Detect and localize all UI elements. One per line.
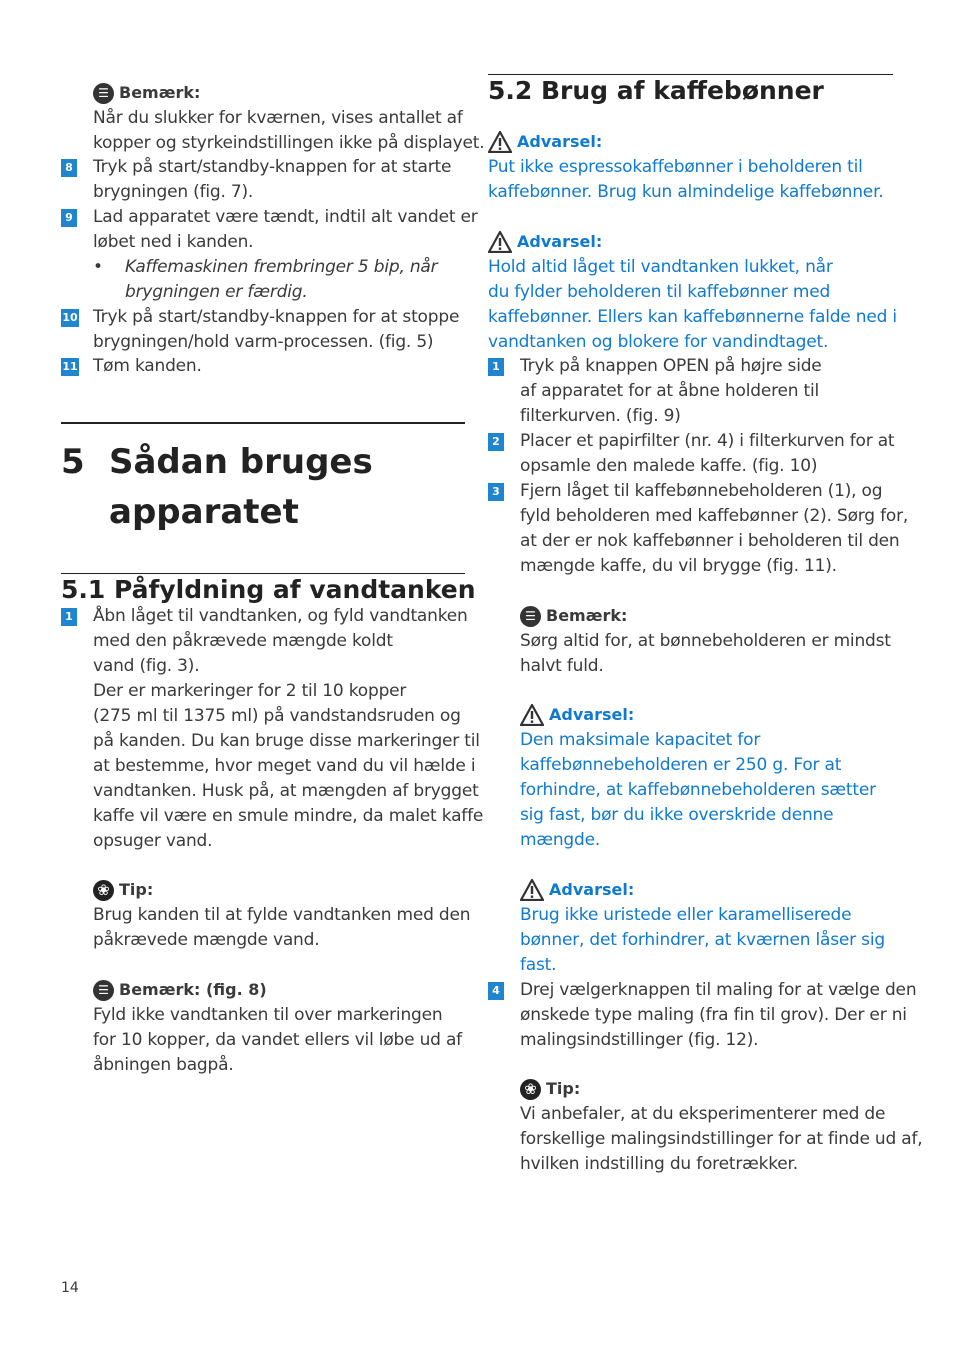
warning-text: Brug ikke uristede eller karamelliserede bbox=[520, 905, 852, 925]
step-text: opsuger vand. bbox=[93, 831, 213, 851]
note-label: ☰ Bemærk: bbox=[520, 604, 627, 628]
step-text: at bestemme, hvor meget vand du vil hælde i bbox=[93, 756, 476, 776]
step-number-badge: 4 bbox=[488, 982, 504, 1000]
step-text: Tryk på knappen OPEN på højre side bbox=[520, 356, 822, 376]
page-number: 14 bbox=[61, 1280, 79, 1296]
note-icon: ☰ bbox=[93, 980, 114, 1001]
step-text: Tryk på start/standby-knappen for at stoppe bbox=[93, 307, 460, 327]
step-number-badge: 9 bbox=[61, 209, 77, 227]
warning-text: Den maksimale kapacitet for bbox=[520, 730, 761, 750]
tip-label: ❀ Tip: bbox=[93, 878, 153, 902]
warning-text: du fylder beholderen til kaffebønner med bbox=[488, 282, 831, 302]
warning-text: vandtanken og blokere for vandindtaget. bbox=[488, 332, 829, 352]
warning-text: kaffebønner. Ellers kan kaffebønnerne falde ned i bbox=[488, 307, 897, 327]
warning-icon bbox=[488, 231, 512, 253]
note-text: kopper og styrkeindstillingen ikke på displayet. bbox=[93, 133, 485, 153]
step-text: ønskede type maling (fra fin til grov). Der er ni bbox=[520, 1005, 907, 1025]
step-text: kaffe vil være en smule mindre, da malet kaffe bbox=[93, 806, 484, 826]
note-label: ☰ Bemærk: bbox=[93, 81, 200, 105]
step-text: fyld beholderen med kaffebønner (2). Sørg for, bbox=[520, 506, 909, 526]
step-text: løbet ned i kanden. bbox=[93, 232, 254, 252]
section-title: 5.2 Brug af kaffebønner bbox=[488, 76, 824, 105]
step-text: Tøm kanden. bbox=[93, 356, 202, 376]
tip-label: ❀ Tip: bbox=[520, 1077, 580, 1101]
tip-icon: ❀ bbox=[520, 1079, 541, 1100]
warning-text: kaffebønnebeholderen er 250 g. For at bbox=[520, 755, 842, 775]
chapter-rule bbox=[61, 422, 465, 424]
step-text: Fjern låget til kaffebønnebeholderen (1), og bbox=[520, 481, 883, 501]
tip-text: hvilken indstilling du foretrækker. bbox=[520, 1154, 798, 1174]
step-text: malingsindstillinger (fig. 12). bbox=[520, 1030, 759, 1050]
step-text: Der er markeringer for 2 til 10 kopper bbox=[93, 681, 407, 701]
warning-text: sig fast, bør du ikke overskride denne bbox=[520, 805, 834, 825]
step-number-badge: 1 bbox=[488, 358, 504, 376]
warning-label: Advarsel: bbox=[488, 230, 602, 254]
tip-icon: ❀ bbox=[93, 880, 114, 901]
warning-icon bbox=[520, 704, 544, 726]
note-label: ☰ Bemærk: (fig. 8) bbox=[93, 978, 267, 1002]
tip-text: forskellige malingsindstillinger for at finde ud af, bbox=[520, 1129, 923, 1149]
warning-text: mængde. bbox=[520, 830, 601, 850]
warning-label: Advarsel: bbox=[520, 703, 634, 727]
step-text: på kanden. Du kan bruge disse markeringer til bbox=[93, 731, 480, 751]
step-text: Tryk på start/standby-knappen for at starte bbox=[93, 157, 452, 177]
section-title: 5.1 Påfyldning af vandtanken bbox=[61, 575, 476, 604]
step-text: brygningen/hold varm-processen. (fig. 5) bbox=[93, 332, 434, 352]
step-number-badge: 3 bbox=[488, 483, 504, 501]
step-text: opsamle den malede kaffe. (fig. 10) bbox=[520, 456, 818, 476]
step-text: Placer et papirfilter (nr. 4) i filterkurven for at bbox=[520, 431, 895, 451]
warning-icon bbox=[520, 879, 544, 901]
bullet-marker: • bbox=[93, 257, 104, 277]
warning-text: Hold altid låget til vandtanken lukket, når bbox=[488, 257, 833, 277]
step-text: mængde kaffe, du vil brygge (fig. 11). bbox=[520, 556, 837, 576]
step-number-badge: 2 bbox=[488, 433, 504, 451]
note-text: for 10 kopper, da vandet ellers vil løbe ud af bbox=[93, 1030, 462, 1050]
step-text: med den påkrævede mængde koldt bbox=[93, 631, 393, 651]
step-text: (275 ml til 1375 ml) på vandstandsruden og bbox=[93, 706, 461, 726]
warning-label: Advarsel: bbox=[520, 878, 634, 902]
step-text: Drej vælgerknappen til maling for at vælge den bbox=[520, 980, 917, 1000]
step-number-badge: 1 bbox=[61, 608, 77, 626]
chapter-title: Sådan bruges bbox=[109, 442, 373, 482]
note-icon: ☰ bbox=[93, 83, 114, 104]
warning-label: Advarsel: bbox=[488, 130, 602, 154]
warning-icon bbox=[488, 131, 512, 153]
step-text: vand (fig. 3). bbox=[93, 656, 200, 676]
step-text: af apparatet for at åbne holderen til bbox=[520, 381, 820, 401]
tip-text: påkrævede mængde vand. bbox=[93, 930, 320, 950]
warning-text: kaffebønner. Brug kun almindelige kaffebønner. bbox=[488, 182, 884, 202]
step-number-badge: 8 bbox=[61, 159, 77, 177]
warning-text: forhindre, at kaffebønnebeholderen sætter bbox=[520, 780, 876, 800]
bullet-text: brygningen er færdig. bbox=[125, 282, 308, 302]
warning-text: bønner, det forhindrer, at kværnen låser sig bbox=[520, 930, 885, 950]
step-text: filterkurven. (fig. 9) bbox=[520, 406, 681, 426]
step-text: vandtanken. Husk på, at mængden af brygget bbox=[93, 781, 479, 801]
step-text: Åbn låget til vandtanken, og fyld vandtanken bbox=[93, 606, 468, 626]
note-text: Når du slukker for kværnen, vises antallet af bbox=[93, 108, 463, 128]
note-text: Fyld ikke vandtanken til over markeringen bbox=[93, 1005, 443, 1025]
note-text: Sørg altid for, at bønnebeholderen er mindst bbox=[520, 631, 891, 651]
tip-text: Brug kanden til at fylde vandtanken med den bbox=[93, 905, 471, 925]
step-number-badge: 11 bbox=[61, 358, 79, 376]
chapter-title: apparatet bbox=[109, 492, 299, 532]
step-number-badge: 10 bbox=[61, 309, 79, 327]
note-text: åbningen bagpå. bbox=[93, 1055, 234, 1075]
note-icon: ☰ bbox=[520, 606, 541, 627]
note-text: halvt fuld. bbox=[520, 656, 604, 676]
tip-text: Vi anbefaler, at du eksperimenterer med de bbox=[520, 1104, 886, 1124]
bullet-text: Kaffemaskinen frembringer 5 bip, når bbox=[125, 257, 438, 277]
warning-text: Put ikke espressokaffebønner i beholderen til bbox=[488, 157, 863, 177]
warning-text: fast. bbox=[520, 955, 557, 975]
step-text: Lad apparatet være tændt, indtil alt vandet er bbox=[93, 207, 478, 227]
chapter-number: 5 bbox=[61, 442, 85, 482]
step-text: at der er nok kaffebønner i beholderen til den bbox=[520, 531, 900, 551]
step-text: brygningen (fig. 7). bbox=[93, 182, 254, 202]
